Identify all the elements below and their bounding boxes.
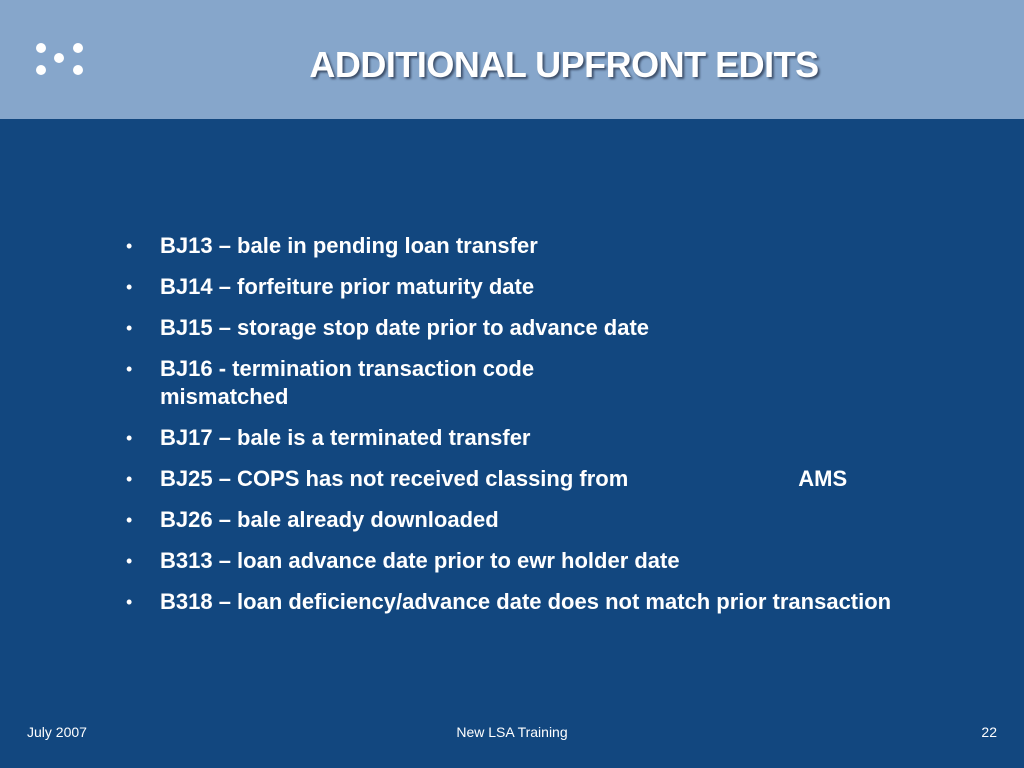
bullet-list (120, 232, 950, 629)
bullet-icon: • (126, 277, 133, 297)
bullet-text: BJ16 - termination transaction code mismatched (160, 356, 535, 409)
bullet-icon: • (126, 236, 133, 256)
list-item (120, 506, 950, 534)
footer-date: July 2007 (27, 724, 87, 740)
bullet-text: B313 – loan advance date prior to ewr holder date (160, 548, 680, 573)
bullet-icon: • (126, 551, 133, 571)
bullet-icon: • (126, 318, 133, 338)
bullet-text: BJ17 – bale is a terminated transfer (160, 425, 531, 450)
slide-header (0, 0, 1024, 119)
slide-title: ADDITIONAL UPFRONT EDITS (309, 44, 819, 85)
bullet-icon: • (126, 428, 133, 448)
footer-title: New LSA Training (456, 724, 568, 740)
bullet-text: B318 – loan deficiency/advance date does not match prior transaction (160, 589, 892, 614)
list-item (120, 232, 950, 260)
list-item (120, 355, 950, 411)
list-item (120, 547, 950, 575)
bullet-icon: • (126, 469, 133, 489)
list-item (120, 588, 950, 616)
bullet-text: BJ14 – forfeiture prior maturity date (160, 274, 535, 299)
list-item (120, 465, 950, 493)
bullet-text: BJ26 – bale already downloaded (160, 507, 499, 532)
bullet-icon: • (126, 510, 133, 530)
bullet-text: BJ15 – storage stop date prior to advance date (160, 315, 650, 340)
page-number: 22 (981, 724, 997, 740)
bullet-icon: • (126, 359, 133, 379)
bullet-icon: • (126, 592, 133, 612)
list-item (120, 424, 950, 452)
bullet-text-suffix: AMS (798, 466, 848, 491)
bullet-text: BJ13 – bale in pending loan transfer (160, 233, 538, 258)
list-item (120, 273, 950, 301)
bullet-text: BJ25 – COPS has not received classing from (160, 466, 629, 491)
list-item (120, 314, 950, 342)
